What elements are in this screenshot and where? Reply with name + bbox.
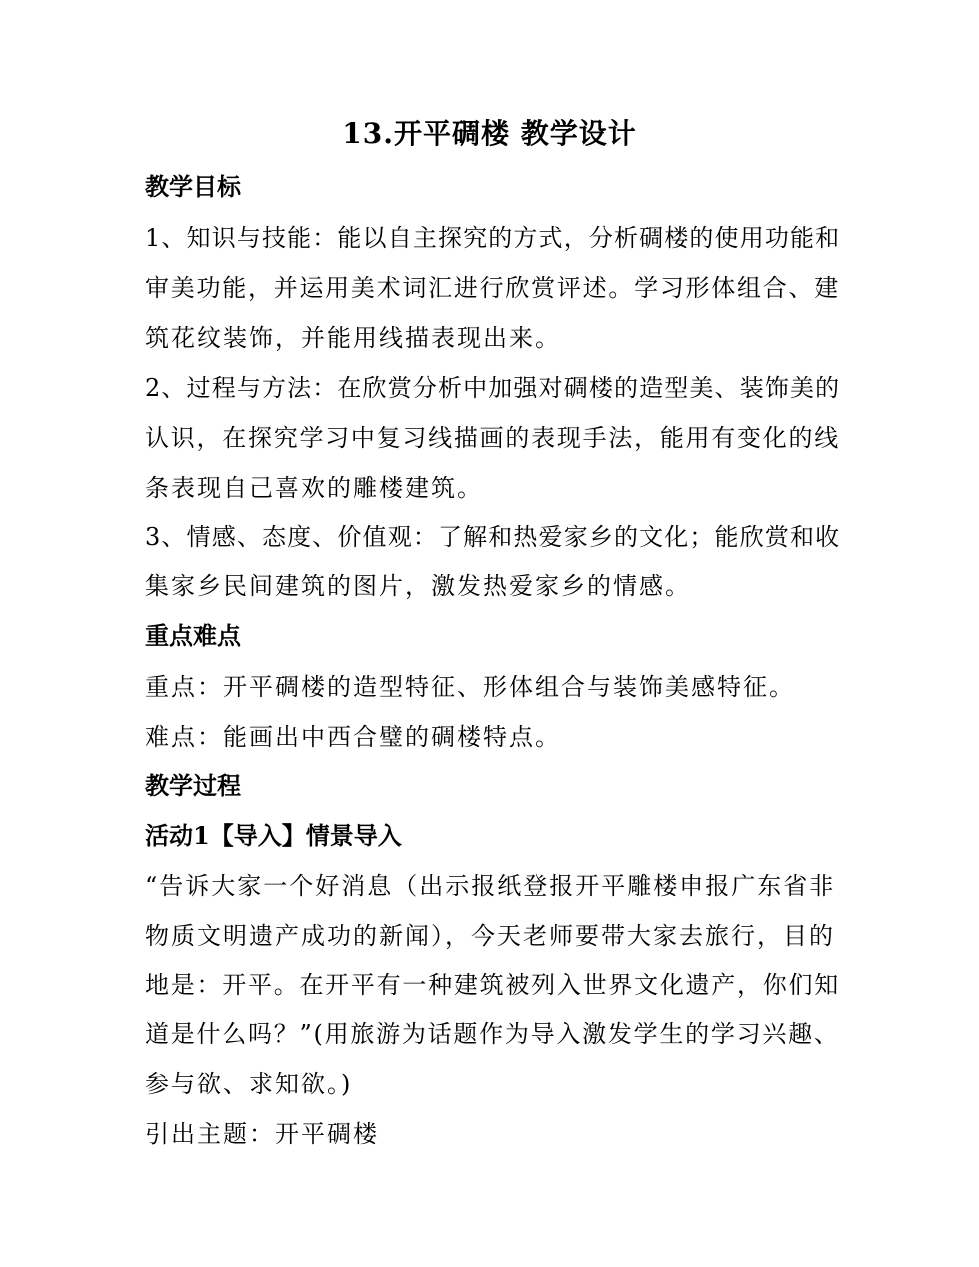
process-line-1: “告诉大家一个好消息（出示报纸登报开平雕楼申报广东省非 (145, 872, 836, 900)
goals-line-8: 集家乡民间建筑的图片，激发热爱家乡的情感。 (145, 572, 691, 600)
key-point-line: 重点：开平碉楼的造型特征、形体组合与装饰美感特征。 (145, 673, 795, 701)
process-line-2: 物质文明遗产成功的新闻），今天老师要带大家去旅行，目的 (145, 922, 835, 950)
heading-activity-1: 活动1【导入】情景导入 (145, 821, 402, 850)
goals-line-1: 1、知识与技能：能以自主探究的方式，分析碉楼的使用功能和 (145, 224, 841, 252)
heading-teaching-goals: 教学目标 (145, 172, 241, 201)
process-line-5: 参与欲、求知欲。) (145, 1070, 353, 1098)
heading-teaching-process: 教学过程 (145, 771, 241, 800)
process-line-4: 道是什么吗？”(用旅游为话题作为导入激发学生的学习兴趣、 (145, 1020, 840, 1048)
goals-line-3: 筑花纹装饰，并能用线描表现出来。 (145, 324, 561, 352)
goals-line-7: 3、情感、态度、价值观：了解和热爱家乡的文化；能欣赏和收 (145, 523, 841, 551)
process-line-6: 引出主题：开平碉楼 (145, 1120, 379, 1148)
heading-key-points: 重点难点 (145, 621, 241, 650)
goals-line-4: 2、过程与方法：在欣赏分析中加强对碉楼的造型美、装饰美的 (145, 374, 841, 402)
goals-line-6: 条表现自己喜欢的雕楼建筑。 (145, 474, 483, 502)
goals-line-2: 审美功能，并运用美术词汇进行欣赏评述。学习形体组合、建 (145, 274, 840, 302)
document-title: 13.开平碉楼 教学设计 (342, 117, 637, 150)
process-line-3: 地是：开平。在开平有一种建筑被列入世界文化遗产，你们知 (145, 971, 840, 999)
goals-line-5: 认识，在探究学习中复习线描画的表现手法，能用有变化的线 (145, 424, 840, 452)
difficulty-line: 难点：能画出中西合璧的碉楼特点。 (145, 723, 561, 751)
